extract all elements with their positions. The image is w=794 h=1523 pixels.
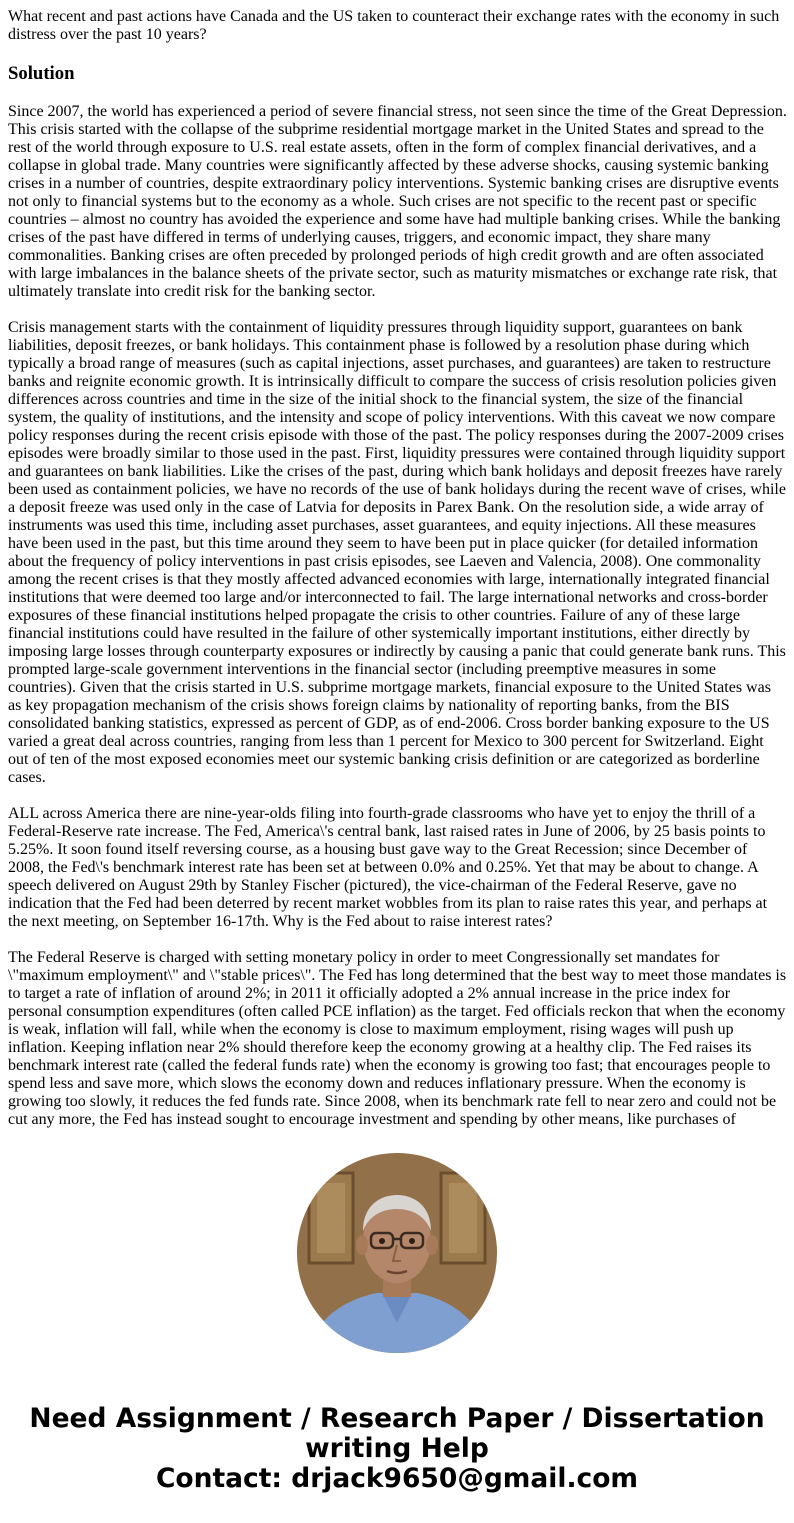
solution-paragraph-2: Crisis management starts with the containment of liquidity pressures through liquidity support, guarantees on bank liabilities, deposit freezes, or bank holidays. This containment phase is followed by a resolution phase during which typically a broad range of measures (such as capital injections, asset purchases, and guarantees) are taken to restructure banks and reignite economic growth. It is intrinsically difficult to compare the success of crisis resolution policies given differences across countries and time in the size of the initial shock to the financial system, the size of the financial system, the quality of institutions, and the intensity and scope of policy interventions. With this caveat we now compare policy responses during the recent crisis episode with those of the past. The policy responses during the 2007-2009 crises episodes were broadly similar to those used in the past. First, liquidity pressures were contained through liquidity support and guarantees on bank liabilities. Like the crises of the past, during which bank holidays and deposit freezes have rarely been used as containment policies, we have no records of the use of bank holidays during the recent wave of crises, while a deposit freeze was used only in the case of Latvia for deposits in Parex Bank. On the resolution side, a wide array of instruments was used this time, including asset purchases, asset guarantees, and equity injections. All these measures have been used in the past, but this time around they seem to have been put in place quicker (for detailed information about the frequency of policy interventions in past crisis episodes, see Laeven and Valencia, 2008). One commonality among the recent crises is that they mostly affected advanced economies with large, internationally integrated financial institutions that were deemed too large and/or interconnected to fail. The large international networks and cross-border exposures of these financial institutions helped propagate the crisis to other countries. Failure of any of these large financial institutions could have resulted in the failure of other systemically important institutions, either directly by imposing large losses through counterparty exposures or indirectly by causing a panic that could generate bank runs. This prompted large-scale government interventions in the financial sector (including preemptive measures in some countries). Given that the crisis started in U.S. subprime mortgage markets, financial exposure to the United States was as key propagation mechanism of the crisis shows foreign claims by nationality of reporting banks, from the BIS consolidated banking statistics, expressed as percent of GDP, as of end-2006. Cross border banking exposure to the US varied a great deal across countries, ranging from less than 1 percent for Mexico to 300 percent for Switzerland. Eight out of ten of the most exposed economies meet our systemic banking crisis definition or are categorized as borderline cases. [8, 319, 786, 786]
solution-heading: Solution [8, 63, 75, 84]
portrait-image [297, 1153, 497, 1353]
promo-line-2: writing Help [305, 1433, 489, 1464]
solution-paragraph-1: Since 2007, the world has experienced a period of severe financial stress, not seen since the time of the Great Depression. This crisis started with the collapse of the subprime residential mortgage market in the United States and spread to the rest of the world through exposure to U.S. real estate assets, often in the form of complex financial derivatives, and a collapse in global trade. Many countries were significantly affected by these adverse shocks, causing systemic banking crises in a number of countries, despite extraordinary policy interventions. Systemic banking crises are disruptive events not only to financial systems but to the economy as a whole. Such crises are not specific to the recent past or specific countries – almost no country has avoided the experience and some have had multiple banking crises. While the banking crises of the past have differed in terms of underlying causes, triggers, and economic impact, they share many commonalities. Banking crises are often preceded by prolonged periods of high credit growth and are often associated with large imbalances in the balance sheets of the private sector, such as maturity mismatches or exchange rate risk, that ultimately translate into credit risk for the banking sector. [8, 103, 787, 300]
question-text: What recent and past actions have Canada and the US taken to counteract their exchange rates with the economy in such distress over the past 10 years? [8, 8, 780, 43]
author-portrait [297, 1153, 497, 1353]
solution-paragraph-3: ALL across America there are nine-year-olds filing into fourth-grade classrooms who have yet to enjoy the thrill of a Federal-Reserve rate increase. The Fed, America\'s central bank, last raised rates in June of 2006, by 25 basis points to 5.25%. It soon found itself reversing course, as a housing bust gave way to the Great Recession; since December of 2008, the Fed\'s benchmark interest rate has been set at between 0.0% and 0.25%. Yet that may be about to change. A speech delivered on August 29th by Stanley Fischer (pictured), the vice-chairman of the Federal Reserve, gave no indication that the Fed had been deterred by recent market wobbles from its plan to raise rates this year, and perhaps at the next meeting, on September 16-17th. Why is the Fed about to raise interest rates? [8, 805, 768, 930]
promo-line-1: Need Assignment / Research Paper / Dissertation [29, 1403, 765, 1434]
promo-contact-line: Contact: drjack9650@gmail.com [155, 1463, 639, 1494]
solution-paragraph-4: The Federal Reserve is charged with setting monetary policy in order to meet Congressionally set mandates for \"maximum employment\" and \"stable prices\". The Fed has long determined that the best way to meet those mandates is to target a rate of inflation of around 2%; in 2011 it officially adopted a 2% annual increase in the price index for personal consumption expenditures (often called PCE inflation) as the target. Fed officials reckon that when the economy is weak, inflation will fall, while when the economy is close to maximum employment, rising wages will push up inflation. Keeping inflation near 2% should therefore keep the economy growing at a healthy clip. The Fed raises its benchmark interest rate (called the federal funds rate) when the economy is growing too fast; that encourages people to spend less and save more, which slows the economy down and reduces inflationary pressure. When the economy is growing too slowly, it reduces the fed funds rate. Since 2008, when its benchmark rate fell to near zero and could not be cut any more, the Fed has instead sought to encourage investment and spending by other means, like purchases of [8, 949, 787, 1128]
promo-banner [0, 1404, 794, 1494]
article [8, 8, 787, 1129]
